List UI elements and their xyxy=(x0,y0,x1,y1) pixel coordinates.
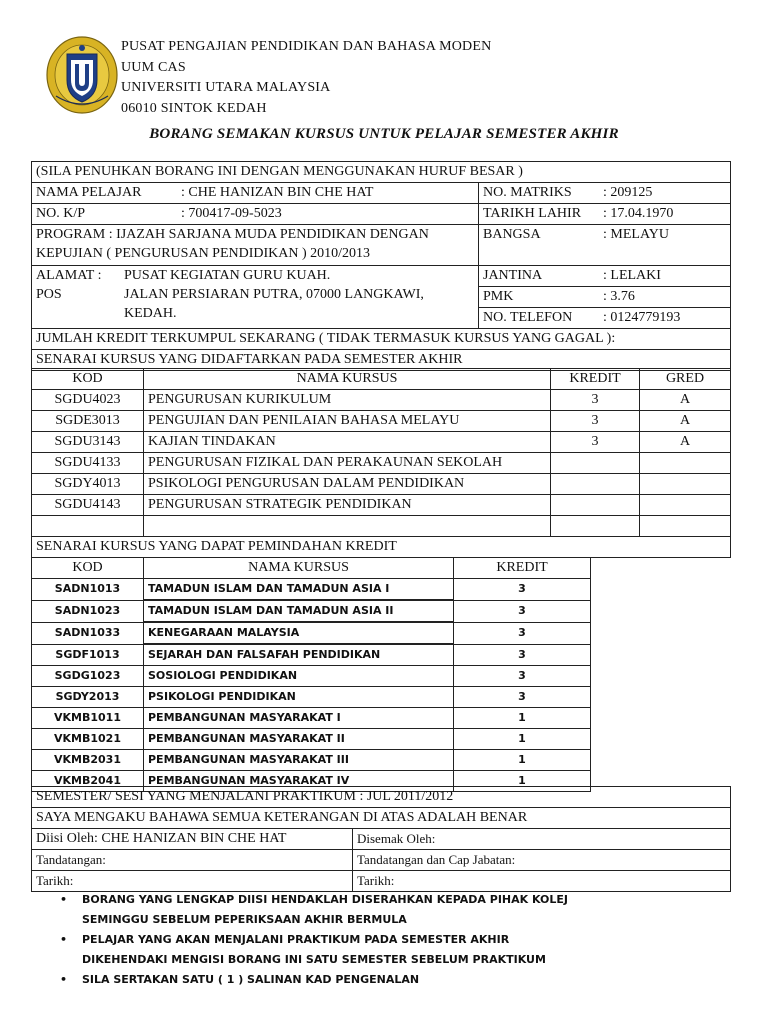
kredit-cell: 3 xyxy=(454,644,591,666)
table-row xyxy=(32,432,731,453)
nama-label: NAMA PELAJAR xyxy=(36,185,142,200)
alamat-line: PUSAT KEGIATAN GURU KUAH. xyxy=(124,268,331,283)
kredit-cell xyxy=(551,474,640,495)
matriks-value: : 209125 xyxy=(603,185,653,200)
note-item xyxy=(60,970,568,990)
instruction-text: (SILA PENUHKAN BORANG INI DENGAN MENGGUNAKAN HURUF BESAR ) xyxy=(32,162,731,183)
kredit-cell: 3 xyxy=(454,579,591,601)
kod-cell: SGDU3143 xyxy=(32,432,144,453)
jantina-row xyxy=(479,266,730,287)
pmk-value: : 3.76 xyxy=(603,289,635,304)
kod-cell: SGDU4143 xyxy=(32,495,144,516)
kod-cell: SGDU4133 xyxy=(32,453,144,474)
col-header-nama: NAMA KURSUS xyxy=(144,369,551,390)
jumlah-kredit: JUMLAH KREDIT TERKUMPUL SEKARANG ( TIDAK TERMASUK KURSUS YANG GAGAL ): xyxy=(32,329,731,350)
senarai2-title: SENARAI KURSUS YANG DAPAT PEMINDAHAN KREDIT xyxy=(32,537,731,558)
bullet-icon: • xyxy=(60,893,68,906)
nama-cell: PENGURUSAN STRATEGIK PENDIDIKAN xyxy=(144,495,551,516)
table-row-empty xyxy=(32,516,731,537)
nama-cell: KAJIAN TINDAKAN xyxy=(144,432,551,453)
lahir-row xyxy=(479,204,731,225)
table-row xyxy=(32,666,591,687)
kod-cell: VKMB2031 xyxy=(32,750,144,771)
telefon-row xyxy=(479,308,730,328)
table-row xyxy=(32,729,591,750)
nama-cell: PEMBANGUNAN MASYARAKAT III xyxy=(144,750,454,771)
university-logo xyxy=(46,36,118,114)
kredit-cell: 3 xyxy=(551,432,640,453)
note-line: DIKEHENDAKI MENGISI BORANG INI SATU SEMESTER SEBELUM PRAKTIKUM xyxy=(82,953,546,966)
empty-cell xyxy=(551,516,640,537)
kod-cell: SGDY4013 xyxy=(32,474,144,495)
diisi-oleh: Diisi Oleh: CHE HANIZAN BIN CHE HAT xyxy=(32,829,353,850)
matriks-row xyxy=(479,183,731,204)
tandatangan-label: Tandatangan: xyxy=(32,850,353,871)
table-row xyxy=(32,390,731,411)
table-row xyxy=(32,708,591,729)
empty-cell xyxy=(640,516,731,537)
kod-cell: SGDF1013 xyxy=(32,644,144,666)
kod-cell: SGDU4023 xyxy=(32,390,144,411)
col-header-kod: KOD xyxy=(32,558,144,579)
credit-transfer-table xyxy=(31,557,591,792)
note-line: BORANG YANG LENGKAP DIISI HENDAKLAH DISERAHKAN KEPADA PIHAK KOLEJ xyxy=(82,893,568,906)
alamat-line: KEDAH. xyxy=(124,306,177,321)
lahir-label: TARIKH LAHIR xyxy=(483,206,582,221)
gred-cell: A xyxy=(640,432,731,453)
col-header-kredit: KREDIT xyxy=(454,558,591,579)
gred-cell: A xyxy=(640,411,731,432)
kod-cell: SADN1013 xyxy=(32,579,144,601)
kp-row xyxy=(32,204,479,225)
kredit-cell: 3 xyxy=(454,622,591,644)
program-cell xyxy=(32,225,479,266)
kp-value: : 700417-09-5023 xyxy=(181,206,282,221)
kredit-cell xyxy=(551,495,640,516)
col-header-gred: GRED xyxy=(640,369,731,390)
kredit-cell: 3 xyxy=(551,411,640,432)
kod-cell: SADN1023 xyxy=(32,600,144,622)
kredit-cell: 1 xyxy=(454,708,591,729)
bullet-icon: • xyxy=(60,973,68,986)
lahir-value: : 17.04.1970 xyxy=(603,206,674,221)
declaration-table xyxy=(31,786,731,892)
kod-cell: VKMB1021 xyxy=(32,729,144,750)
kod-cell: SGDE3013 xyxy=(32,411,144,432)
note-line: PELAJAR YANG AKAN MENJALANI PRAKTIKUM PADA SEMESTER AKHIR xyxy=(82,933,510,946)
table-row xyxy=(32,750,591,771)
nama-value: : CHE HANIZAN BIN CHE HAT xyxy=(181,185,374,200)
note-line: SEMINGGU SEBELUM PEPERIKSAAN AKHIR BERMULA xyxy=(82,913,407,926)
bangsa-label: BANGSA xyxy=(483,227,541,242)
form-title: BORANG SEMAKAN KURSUS UNTUK PELAJAR SEMESTER AKHIR xyxy=(149,126,619,142)
registered-courses-table xyxy=(31,368,731,558)
kredit-cell xyxy=(551,453,640,474)
table-row xyxy=(32,622,591,644)
jantina-value: : LELAKI xyxy=(603,268,661,283)
kod-cell: VKMB2041 xyxy=(32,771,144,792)
notes-list xyxy=(60,890,568,990)
nama-cell: PENGURUSAN KURIKULUM xyxy=(144,390,551,411)
kod-cell: VKMB1011 xyxy=(32,708,144,729)
alamat-label: ALAMAT : xyxy=(36,268,102,283)
kredit-cell: 3 xyxy=(454,600,591,622)
uum-crest-icon xyxy=(46,36,118,114)
note-line: SILA SERTAKAN SATU ( 1 ) SALINAN KAD PENGENALAN xyxy=(82,973,420,986)
praktikum-text: SEMESTER/ SESI YANG MENJALANI PRAKTIKUM : JUL 2011/2012 xyxy=(32,787,731,808)
table-row xyxy=(32,495,731,516)
senarai1-title: SENARAI KURSUS YANG DIDAFTARKAN PADA SEMESTER AKHIR xyxy=(32,350,731,371)
nama-cell: SOSIOLOGI PENDIDIKAN xyxy=(144,666,454,687)
disemak-oleh: Disemak Oleh: xyxy=(353,829,731,850)
table-row xyxy=(32,687,591,708)
table-row xyxy=(32,411,731,432)
kredit-cell: 3 xyxy=(454,687,591,708)
nama-cell: TAMADUN ISLAM DAN TAMADUN ASIA II xyxy=(144,600,454,622)
header-line: 06010 SINTOK KEDAH xyxy=(121,100,267,116)
tandatangan-cap-label: Tandatangan dan Cap Jabatan: xyxy=(353,850,731,871)
table-row xyxy=(32,579,591,601)
tarikh-label: Tarikh: xyxy=(32,871,353,892)
col-header-kod: KOD xyxy=(32,369,144,390)
alamat-cell xyxy=(32,266,479,329)
bangsa-value: : MELAYU xyxy=(603,227,669,242)
contact-cell xyxy=(479,266,731,329)
gred-cell xyxy=(640,453,731,474)
kod-cell: SGDG1023 xyxy=(32,666,144,687)
gred-cell: A xyxy=(640,390,731,411)
gred-cell xyxy=(640,495,731,516)
header-line: UNIVERSITI UTARA MALAYSIA xyxy=(121,80,331,95)
gred-cell xyxy=(640,474,731,495)
empty-cell xyxy=(32,516,144,537)
alamat-line: JALAN PERSIARAN PUTRA, 07000 LANGKAWI, xyxy=(124,287,424,302)
pos-label: POS xyxy=(36,287,62,302)
telefon-value: : 0124779193 xyxy=(603,310,681,325)
tarikh-label: Tarikh: xyxy=(353,871,731,892)
note-item xyxy=(60,890,568,930)
empty-cell xyxy=(144,516,551,537)
nama-cell: PENGUJIAN DAN PENILAIAN BAHASA MELAYU xyxy=(144,411,551,432)
telefon-label: NO. TELEFON xyxy=(483,310,573,325)
kredit-cell: 1 xyxy=(454,771,591,792)
table-row xyxy=(32,600,591,622)
header-line: PUSAT PENGAJIAN PENDIDIKAN DAN BAHASA MODEN xyxy=(121,39,492,54)
nama-cell: PEMBANGUNAN MASYARAKAT I xyxy=(144,708,454,729)
nama-cell: PEMBANGUNAN MASYARAKAT II xyxy=(144,729,454,750)
nama-cell: KENEGARAAN MALAYSIA xyxy=(144,622,454,644)
declaration-text: SAYA MENGAKU BAHAWA SEMUA KETERANGAN DI ATAS ADALAH BENAR xyxy=(32,808,731,829)
pmk-row xyxy=(479,287,730,308)
header-address xyxy=(121,37,491,119)
kp-label: NO. K/P xyxy=(36,206,86,221)
table-row xyxy=(32,453,731,474)
nama-cell: PSIKOLOGI PENGURUSAN DALAM PENDIDIKAN xyxy=(144,474,551,495)
col-header-nama: NAMA KURSUS xyxy=(144,558,454,579)
program-line: PROGRAM : IJAZAH SARJANA MUDA PENDIDIKAN DENGAN xyxy=(36,227,429,242)
matriks-label: NO. MATRIKS xyxy=(483,185,572,200)
header-line: UUM CAS xyxy=(121,59,186,75)
kod-cell: SADN1033 xyxy=(32,622,144,644)
table-row xyxy=(32,644,591,666)
kredit-cell: 3 xyxy=(454,666,591,687)
student-details-table xyxy=(31,161,731,371)
nama-row xyxy=(32,183,479,204)
nama-cell: TAMADUN ISLAM DAN TAMADUN ASIA I xyxy=(144,579,454,601)
kredit-cell: 1 xyxy=(454,750,591,771)
nama-cell: SEJARAH DAN FALSAFAH PENDIDIKAN xyxy=(144,644,454,666)
jantina-label: JANTINA xyxy=(483,268,543,283)
table-row xyxy=(32,474,731,495)
nama-cell: PSIKOLOGI PENDIDIKAN xyxy=(144,687,454,708)
kod-cell: SGDY2013 xyxy=(32,687,144,708)
kredit-cell: 1 xyxy=(454,729,591,750)
program-line: KEPUJIAN ( PENGURUSAN PENDIDIKAN ) 2010/2013 xyxy=(36,246,371,261)
nama-cell: PEMBANGUNAN MASYARAKAT IV xyxy=(144,771,454,792)
nama-cell: PENGURUSAN FIZIKAL DAN PERAKAUNAN SEKOLAH xyxy=(144,453,551,474)
bullet-icon: • xyxy=(60,933,68,946)
col-header-kredit: KREDIT xyxy=(551,369,640,390)
kredit-cell: 3 xyxy=(551,390,640,411)
bangsa-row xyxy=(479,225,731,266)
pmk-label: PMK xyxy=(483,289,514,304)
note-item xyxy=(60,930,568,970)
